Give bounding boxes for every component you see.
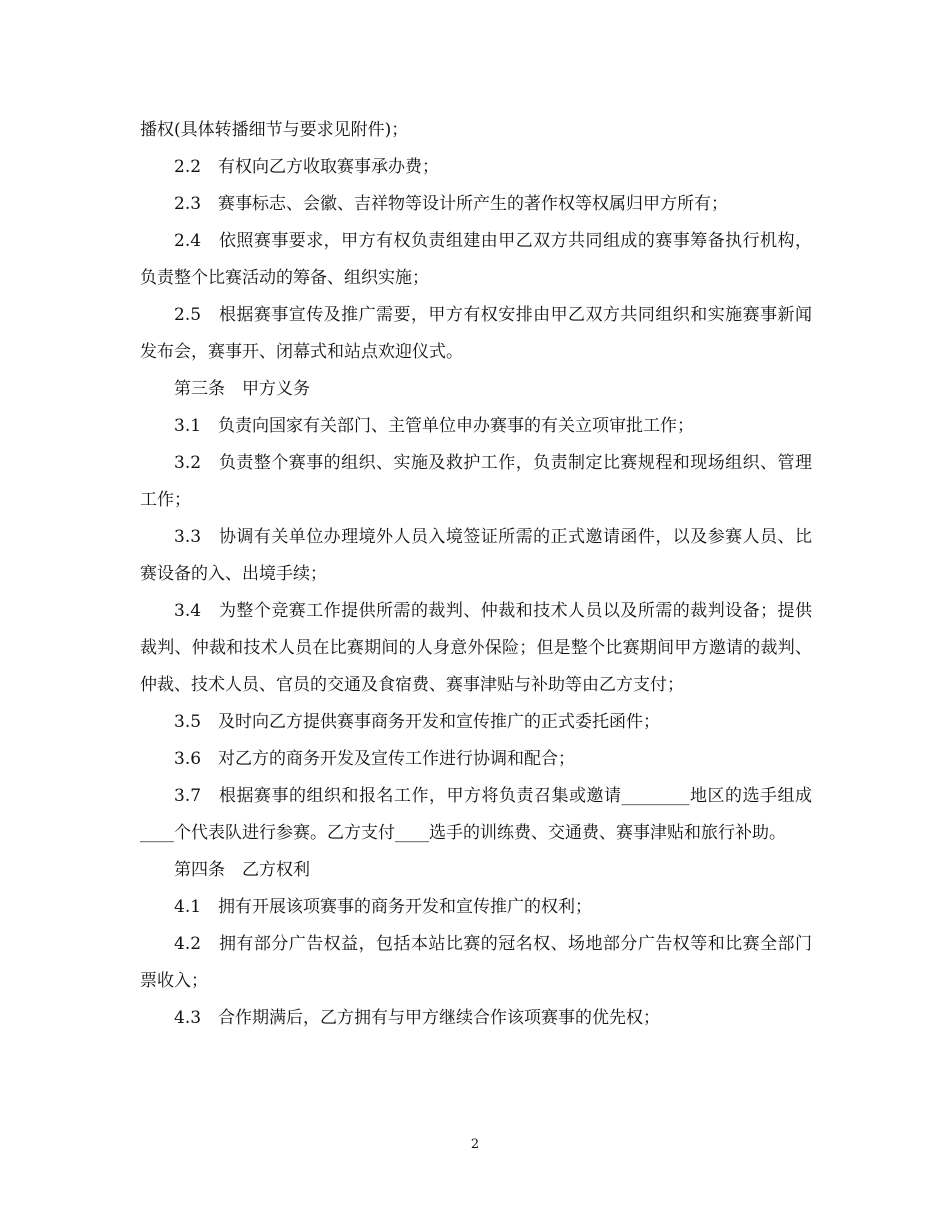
paragraph-3-5: 3.5 及时向乙方提供赛事商务开发和宣传推广的正式委托函件；	[174, 712, 661, 732]
paragraph-4-2: 4.2 拥有部分广告权益，包括本站比赛的冠名权、场地部分广告权等和比赛全部门票收入；	[140, 934, 812, 991]
paragraph-4-3: 4.3 合作期满后，乙方拥有与甲方继续合作该项赛事的优先权；	[174, 1008, 661, 1028]
paragraph-2-5: 2.5 根据赛事宣传及推广需要，甲方有权安排由甲乙双方共同组织和实施赛事新闻发布会，赛事开、闭幕式和站点欢迎仪式。	[140, 305, 812, 362]
paragraph-4-1: 4.1 拥有开展该项赛事的商务开发和宣传推广的权利；	[174, 897, 593, 917]
section-heading-article-3: 第三条 甲方义务	[174, 379, 310, 399]
paragraph-3-6: 3.6 对乙方的商务开发及宣传工作进行协调和配合；	[174, 749, 576, 769]
paragraph-2-2: 2.2 有权向乙方收取赛事承办费；	[174, 157, 440, 177]
page-number: 2	[470, 1137, 480, 1152]
paragraph-3-3: 3.3 协调有关单位办理境外人员入境签证所需的正式邀请函件，以及参赛人员、比赛设备的入、出境手续；	[140, 527, 812, 584]
paragraph-2-3: 2.3 赛事标志、会徽、吉祥物等设计所产生的著作权等权属归甲方所有；	[174, 194, 729, 214]
paragraph-2-4: 2.4 依照赛事要求，甲方有权负责组建由甲乙双方共同组成的赛事筹备执行机构，负责整个比赛活动的筹备、组织实施；	[140, 231, 812, 288]
paragraph-3-4: 3.4 为整个竞赛工作提供所需的裁判、仲裁和技术人员以及所需的裁判设备；提供裁判、仲裁和技术人员在比赛期间的人身意外保险；但是整个比赛期间甲方邀请的裁判、仲裁、技术人员、官员的交通及食宿费、赛事津贴与补助等由乙方支付；	[140, 601, 812, 695]
paragraph-2-1-continuation: 播权(具体转播细节与要求见附件)；	[140, 120, 409, 140]
document-body	[140, 112, 812, 1037]
paragraph-3-7: 3.7 根据赛事的组织和报名工作，甲方将负责召集或邀请________地区的选手组成____个代表队进行参赛。乙方支付____选手的训练费、交通费、赛事津贴和旅行补助。	[140, 786, 812, 843]
paragraph-3-2: 3.2 负责整个赛事的组织、实施及救护工作，负责制定比赛规程和现场组织、管理工作；	[140, 453, 812, 510]
section-heading-article-4: 第四条 乙方权利	[174, 860, 310, 880]
paragraph-3-1: 3.1 负责向国家有关部门、主管单位申办赛事的有关立项审批工作；	[174, 416, 695, 436]
